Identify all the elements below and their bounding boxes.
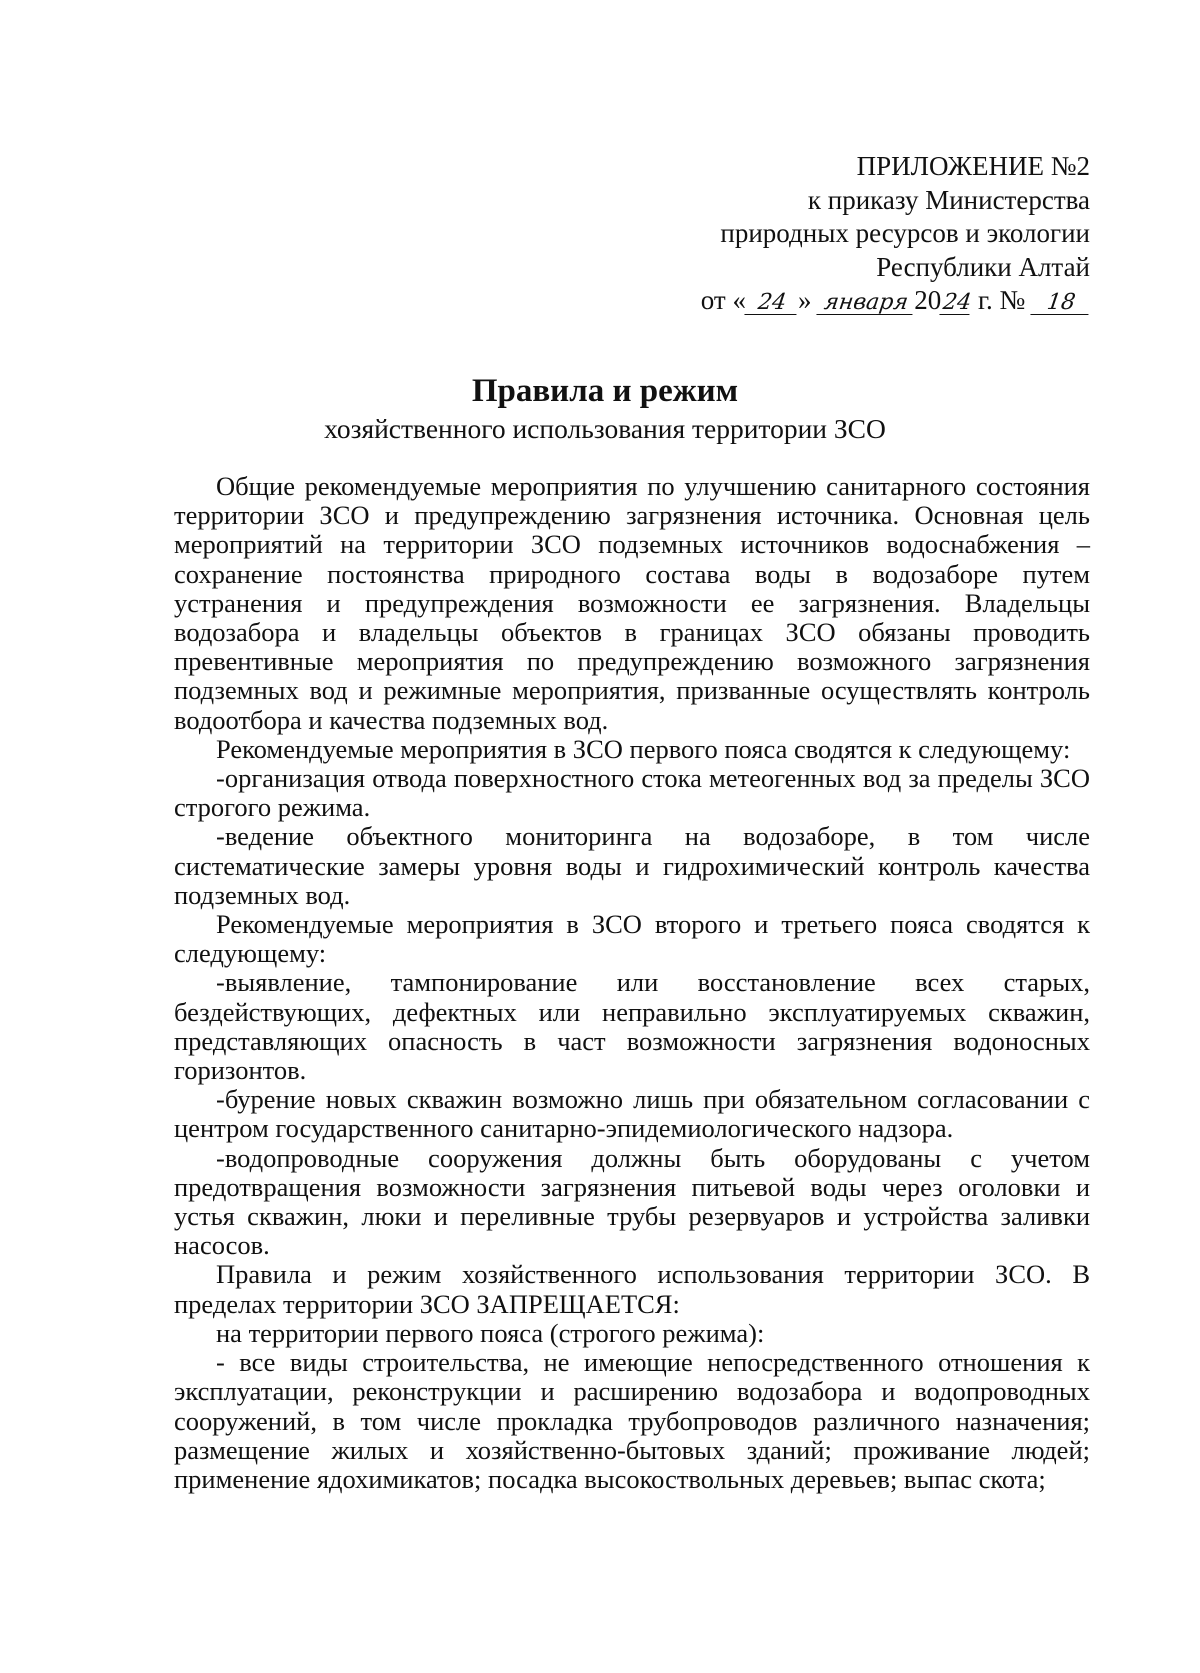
paragraph: - все виды строительства, не имеющие непосредственного отношения к эксплуатации, реконструкции и расширению водозабора и водопроводных сооружений, в том числе прокладка трубопроводов различного назначения; размещение жилых и хозяйственно-бытовых зданий; проживание людей; применение ядохимикатов; посадка высокоствольных деревьев; выпас скота; bbox=[174, 1347, 1090, 1494]
paragraph: Рекомендуемые мероприятия в ЗСО второго и третьего пояса сводятся к следующему: bbox=[174, 909, 1090, 969]
document-body bbox=[174, 472, 1090, 1494]
appendix-number: ПРИЛОЖЕНИЕ №2 bbox=[856, 151, 1090, 181]
paragraph: -выявление, тампонирование или восстановление всех старых, бездействующих, дефектных или неправильно эксплуатируемых скважин, представляющих опасность в част возможности загрязнения водоносных горизонтов. bbox=[174, 967, 1090, 1086]
paragraph: -ведение объектного мониторинга на водозаборе, в том числе систематические замеры уровня воды и гидрохимический контроль качества подземных вод. bbox=[174, 821, 1090, 910]
date-sep: » bbox=[797, 285, 812, 315]
appendix-republic: Республики Алтай bbox=[876, 251, 1090, 282]
document-title: Правила и режим bbox=[471, 373, 739, 409]
date-month-handwritten: января bbox=[817, 292, 916, 315]
order-number-handwritten: 18 bbox=[1030, 292, 1091, 315]
date-day-handwritten: 24 bbox=[744, 292, 799, 315]
paragraph: Общие рекомендуемые мероприятия по улучшению санитарного состояния территории ЗСО и предупреждению загрязнения источника. Основная цель мероприятий на территории ЗСО подземных источников водоснабжения – сохранение постоянства природного состава воды в водозаборе путем устранения и предупреждения возможности ее загрязнения. Владельцы водозабора и владельцы объектов в границах ЗСО обязаны проводить превентивные мероприятия по предупреждению возможного загрязнения подземных вод и режимные мероприятия, призванные осуществлять контроль водоотбора и качества подземных вод. bbox=[174, 471, 1090, 735]
paragraph: на территории первого пояса (строгого режима): bbox=[216, 1317, 765, 1348]
paragraph: -водопроводные сооружения должны быть оборудованы с учетом предотвращения возможности загрязнения питьевой воды через оголовки и устья скважин, люки и переливные трубы резервуаров и устройства заливки насосов. bbox=[174, 1142, 1090, 1261]
paragraph: -бурение новых скважин возможно лишь при обязательном согласовании с центром государственного санитарно-эпидемиологического надзора. bbox=[174, 1084, 1090, 1144]
appendix-order-ref: к приказу Министерства bbox=[807, 184, 1090, 215]
appendix-ministry: природных ресурсов и экологии bbox=[720, 218, 1090, 248]
paragraph: -организация отвода поверхностного стока метеогенных вод за пределы ЗСО строгого режима. bbox=[174, 763, 1090, 823]
date-prefix: от « bbox=[700, 285, 746, 315]
date-year-handwritten: 24 bbox=[941, 290, 974, 315]
paragraph: Правила и режим хозяйственного использования территории ЗСО. В пределах территории ЗСО ЗАПРЕЩАЕТСЯ: bbox=[174, 1259, 1090, 1319]
year-prefix: 20 bbox=[914, 285, 942, 315]
appendix-date-line bbox=[701, 284, 1090, 318]
appendix-header bbox=[701, 150, 1090, 318]
order-number-label: г. № bbox=[977, 285, 1026, 315]
paragraph: Рекомендуемые мероприятия в ЗСО первого пояса сводятся к следующему: bbox=[216, 733, 1071, 764]
document-subtitle: хозяйственного использования территории ЗСО bbox=[324, 413, 886, 444]
